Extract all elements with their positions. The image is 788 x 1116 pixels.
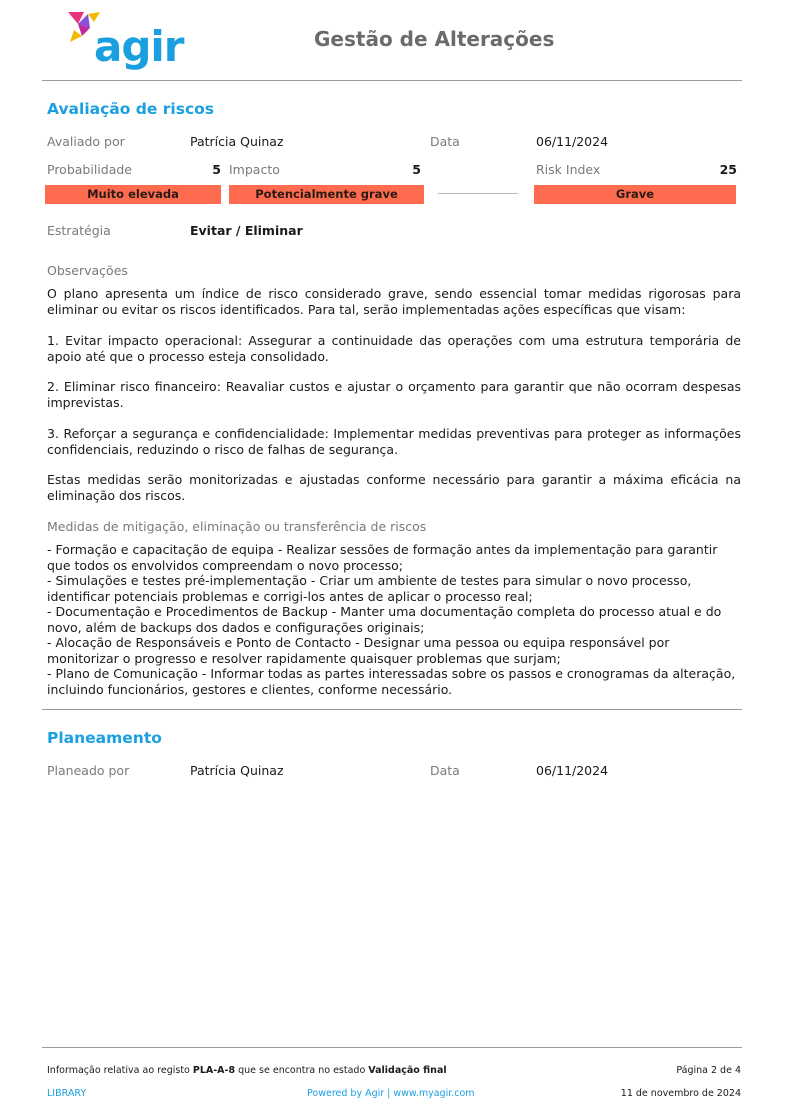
risk-date-label: Data bbox=[430, 134, 460, 149]
observations-label: Observações bbox=[47, 263, 128, 278]
agir-logo bbox=[64, 10, 184, 72]
observation-paragraph: 2. Eliminar risco financeiro: Reavaliar custos e ajustar o orçamento para garantir que não ocorram despesas imprevistas. bbox=[47, 379, 741, 410]
footer-divider bbox=[42, 1047, 742, 1048]
list-item: - Formação e capacitação de equipa - Realizar sessões de formação antes da implementação para garantir que todos os envolvidos compreendam o novo processo; bbox=[47, 542, 718, 573]
risk-section-title: Avaliação de riscos bbox=[47, 100, 215, 118]
probability-badge: Muito elevada bbox=[45, 185, 221, 204]
generated-date: 11 de novembro de 2024 bbox=[620, 1088, 741, 1099]
observation-paragraph: Estas medidas serão monitorizadas e ajustadas conforme necessário para garantir a máxima eficácia na eliminação dos riscos. bbox=[47, 472, 741, 503]
record-id: PLA-A-8 bbox=[192, 1065, 236, 1076]
impact-value: 5 bbox=[412, 162, 421, 177]
page-number: Página 2 de 4 bbox=[676, 1065, 741, 1076]
strategy-label: Estratégia bbox=[47, 223, 111, 238]
planned-by-value: Patrícia Quinaz bbox=[190, 763, 284, 778]
planning-date-label: Data bbox=[430, 763, 460, 778]
risk-index-badge: Grave bbox=[534, 185, 736, 204]
observation-paragraph: 1. Evitar impacto operacional: Assegurar a continuidade das operações com uma estrutura temporária de apoio até que o processo esteja consolidado. bbox=[47, 333, 741, 364]
planned-by-label: Planeado por bbox=[47, 763, 130, 778]
powered-by-link[interactable]: Powered by Agir | www.myagir.com bbox=[307, 1088, 475, 1099]
planning-date-value: 06/11/2024 bbox=[536, 763, 609, 778]
list-item: - Plano de Comunicação - Informar todas as partes interessadas sobre os passos e cronogramas da alteração, incluindo funcionários, gestores e clientes, conforme necessário. bbox=[47, 666, 736, 697]
evaluated-by-label: Avaliado por bbox=[47, 134, 125, 149]
header-divider bbox=[42, 80, 742, 81]
section-divider bbox=[42, 709, 742, 710]
record-state: Validação final bbox=[368, 1065, 447, 1076]
list-item: - Alocação de Responsáveis e Ponto de Contacto - Designar uma pessoa ou equipa responsável por monitorizar o progresso e resolver rapidamente quaisquer problemas que surjam; bbox=[47, 635, 670, 666]
risk-date-value: 06/11/2024 bbox=[536, 134, 609, 149]
mitigation-label: Medidas de mitigação, eliminação ou transferência de riscos bbox=[47, 519, 427, 534]
list-item: - Documentação e Procedimentos de Backup - Manter uma documentação completa do processo atual e do novo, além de backups dos dados e configurações originais; bbox=[47, 604, 722, 635]
risk-index-label: Risk Index bbox=[536, 162, 601, 177]
list-item: - Simulações e testes pré-implementação - Criar um ambiente de testes para simular o novo processo, identificar potenciais problemas e corrigi-los antes de aplicar o processo real; bbox=[47, 573, 692, 604]
logo-wordmark: agir bbox=[94, 22, 184, 71]
library-link[interactable]: LIBRARY bbox=[47, 1088, 87, 1099]
impact-badge: Potencialmente grave bbox=[229, 185, 424, 204]
mitigation-list bbox=[47, 542, 741, 697]
observation-paragraph: O plano apresenta um índice de risco considerado grave, sendo essencial tomar medidas rigorosas para eliminar ou evitar os riscos identificados. Para tal, serão implementadas ações específicas que visam: bbox=[47, 286, 741, 317]
evaluated-by-value: Patrícia Quinaz bbox=[190, 134, 284, 149]
document-title: Gestão de Alterações bbox=[314, 27, 555, 51]
probability-value: 5 bbox=[212, 162, 221, 177]
planning-section-title: Planeamento bbox=[47, 729, 162, 747]
badge-separator bbox=[438, 193, 518, 194]
footer-record-info: Informação relativa ao registo PLA-A-8 que se encontra no estado Validação final bbox=[47, 1065, 447, 1076]
observation-paragraph: 3. Reforçar a segurança e confidencialidade: Implementar medidas preventivas para proteger as informações confidenciais, reduzindo o risco de falhas de segurança. bbox=[47, 426, 741, 457]
probability-label: Probabilidade bbox=[47, 162, 132, 177]
risk-index-value: 25 bbox=[719, 162, 737, 177]
strategy-value: Evitar / Eliminar bbox=[190, 223, 303, 238]
impact-label: Impacto bbox=[229, 162, 280, 177]
